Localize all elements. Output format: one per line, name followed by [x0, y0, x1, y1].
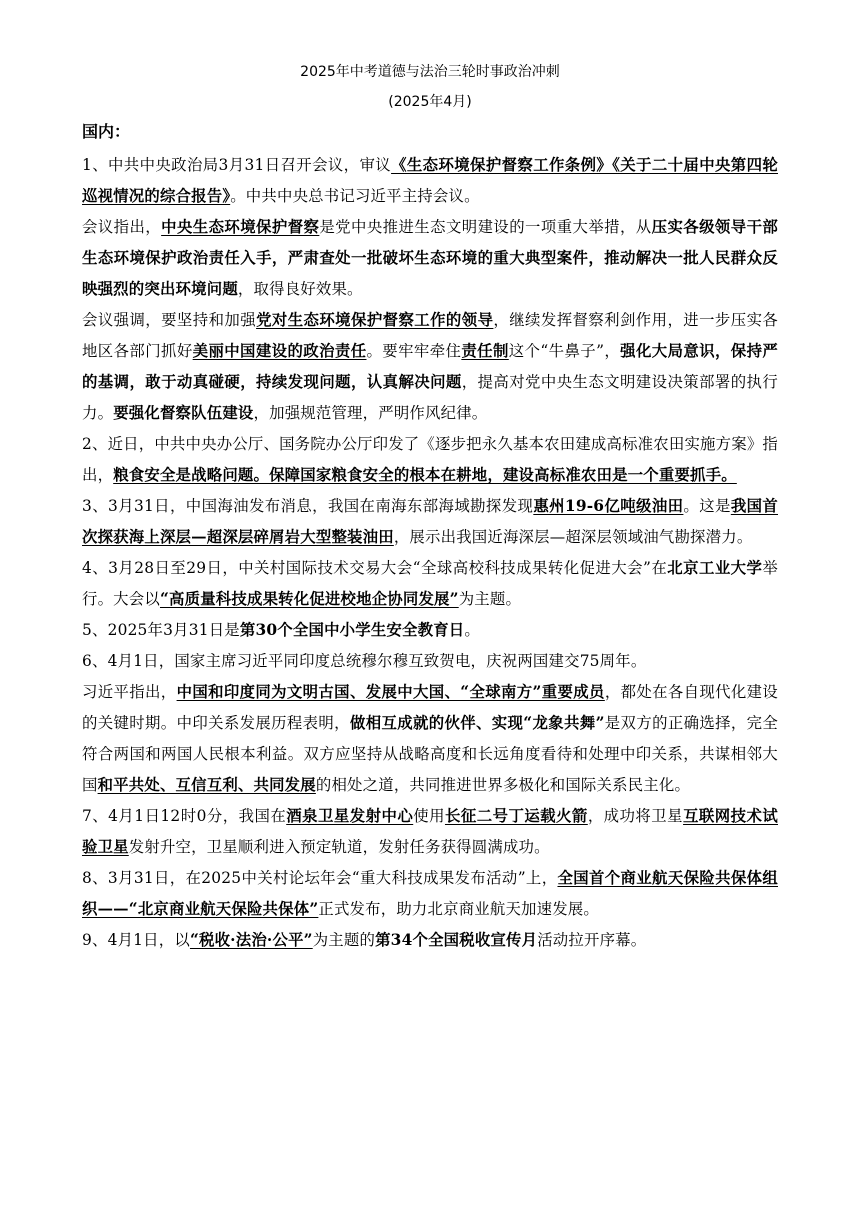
highlighted-text: 党对生态环境保护督察工作的领导: [256, 311, 494, 329]
body-text: ，展示出我国近海深层—超深层领域油气勘探潜力。: [393, 528, 753, 546]
body-text: 2、近日，中共中央办公厅、国务院办公厅印发了《逐步把永久基本农田建成高标准农田实施方案》指出，: [82, 435, 778, 484]
paragraph: [82, 305, 778, 429]
document-body: [82, 150, 778, 956]
body-text: ，成功将卫星: [587, 807, 684, 825]
body-text: ，继续发挥督察利剑作用，进一步压实各地区各部门抓好: [82, 311, 778, 360]
body-text: 4、3月28日至29日，中关村国际技术交易大会“全球高校科技成果转化促进大会”在: [82, 559, 668, 577]
highlighted-text: 粮食安全是战略问题。保障国家粮食安全的根本在耕地，建设高标准农田是一个重要抓手。: [113, 466, 737, 484]
body-text: ，提高对党中央生态文明建设决策部署的执行力。: [82, 373, 778, 422]
body-text: 会议强调，要坚持和加强: [82, 311, 257, 329]
paragraph: [82, 646, 778, 677]
highlighted-text: 北京工业大学: [667, 559, 763, 577]
paragraph: [82, 801, 778, 863]
body-text: 这个“牛鼻子”，: [508, 342, 621, 360]
highlighted-text: 酒泉卫星发射中心: [286, 807, 414, 825]
highlighted-text: 中国和印度同为文明古国、发展中大国、“全球南方”重要成员: [176, 683, 605, 701]
body-text: 1、中共中央政治局3月31日召开会议，审议: [82, 156, 392, 174]
highlighted-text: 和平共处、互信互利、共同发展: [97, 776, 316, 794]
body-text: 是双方的正确选择，完全符合两国和两国人民根本利益。双方应坚持从战略高度和长远角度看待和处理中印关系，共谋相邻大国: [82, 714, 778, 794]
highlighted-text: 做相互成就的伙伴、实现“龙象共舞”: [349, 714, 605, 732]
body-text: 为主题的: [312, 931, 376, 949]
body-text: 使用: [413, 807, 445, 825]
highlighted-text: 我国首次探获海上深层—超深层碎屑岩大型整装油田: [82, 497, 778, 546]
paragraph: [82, 150, 778, 212]
body-text: 发射升空，卫星顺利进入预定轨道，发射任务获得圆满成功。: [128, 838, 550, 856]
highlighted-text: 全国首个商业航天保险共保体组织——“北京商业航天保险共保体”: [82, 869, 778, 918]
body-text: 举行。大会以: [82, 559, 778, 608]
body-text: 3、3月31日，中国海油发布消息，我国在南海东部海域勘探发现: [82, 497, 534, 515]
body-text: 。要牢牢牵住: [366, 342, 462, 360]
document-page: [82, 62, 778, 956]
paragraph: [82, 615, 778, 646]
highlighted-text: 强化大局意识，保持严的基调，敢于动真碰硬，持续发现问题，认真解决问题: [82, 342, 779, 391]
body-text: ，取得良好效果。: [237, 280, 363, 298]
highlighted-text: 中央生态环境保护督察: [161, 218, 320, 236]
body-text: 活动拉开序幕。: [537, 931, 647, 949]
document-subtitle: (2025年4月): [388, 94, 472, 110]
paragraph: [82, 925, 778, 956]
body-text: 8、3月31日，在2025中关村论坛年会“重大科技成果发布活动”上，: [82, 869, 558, 887]
highlighted-text: “税收·法治·公平”: [189, 931, 313, 949]
highlighted-text: 责任制: [461, 342, 509, 360]
paragraph: [82, 212, 778, 305]
paragraph: [82, 863, 778, 925]
body-text: 7、4月1日12时0分，我国在: [82, 807, 287, 825]
highlighted-text: 长征二号丁运载火箭: [444, 807, 588, 825]
highlighted-text: 美丽中国建设的政治责任: [192, 342, 367, 360]
body-text: 习近平指出，: [82, 683, 177, 701]
body-text: 的相处之道，共同推进世界多极化和国际关系民主化。: [315, 776, 691, 794]
body-text: 。中共中央总书记习近平主持会议。: [230, 187, 480, 205]
highlighted-text: 压实各级领导干部生态环境保护政治责任入手，严肃查处一批破坏生态环境的重大典型案件，推动解决一批人民群众反映强烈的突出环境问题: [82, 218, 778, 298]
body-text: 5、2025年3月31日是: [82, 621, 240, 639]
highlighted-text: 惠州19-6亿吨级油田: [533, 497, 684, 515]
highlighted-text: 要强化督察队伍建设: [113, 404, 254, 422]
section-heading: 国内：: [82, 122, 131, 141]
paragraph: [82, 429, 778, 491]
body-text: ，都处在各自现代化建设的关键时期。中印关系发展历程表明，: [82, 683, 779, 732]
highlighted-text: “高质量科技成果转化促进校地企协同发展”: [159, 590, 459, 608]
body-text: 6、4月1日，国家主席习近平同印度总统穆尔穆互致贺电，庆祝两国建交75周年。: [82, 652, 647, 670]
highlighted-text: 《生态环境保护督察工作条例》《关于二十届中央第四轮巡视情况的综合报告》: [82, 156, 778, 205]
paragraph: [82, 677, 778, 801]
highlighted-text: 第34个全国税收宣传月: [375, 931, 538, 949]
highlighted-text: 互联网技术试验卫星: [82, 807, 778, 856]
paragraph: [82, 491, 778, 553]
body-text: ，加强规范管理，严明作风纪律。: [253, 404, 488, 422]
paragraph: [82, 553, 778, 615]
body-text: 9、4月1日，以: [82, 931, 190, 949]
document-title: 2025年中考道德与法治三轮时事政治冲刺: [300, 64, 560, 80]
body-text: 。: [464, 621, 480, 639]
body-text: 正式发布，助力北京商业航天加速发展。: [318, 900, 600, 918]
body-text: 会议指出，: [82, 218, 162, 236]
body-text: 为主题。: [458, 590, 522, 608]
body-text: 是党中央推进生态文明建设的一项重大举措，从: [319, 218, 652, 236]
highlighted-text: 第30个全国中小学生安全教育日: [239, 621, 465, 639]
body-text: 。这是: [683, 497, 731, 515]
